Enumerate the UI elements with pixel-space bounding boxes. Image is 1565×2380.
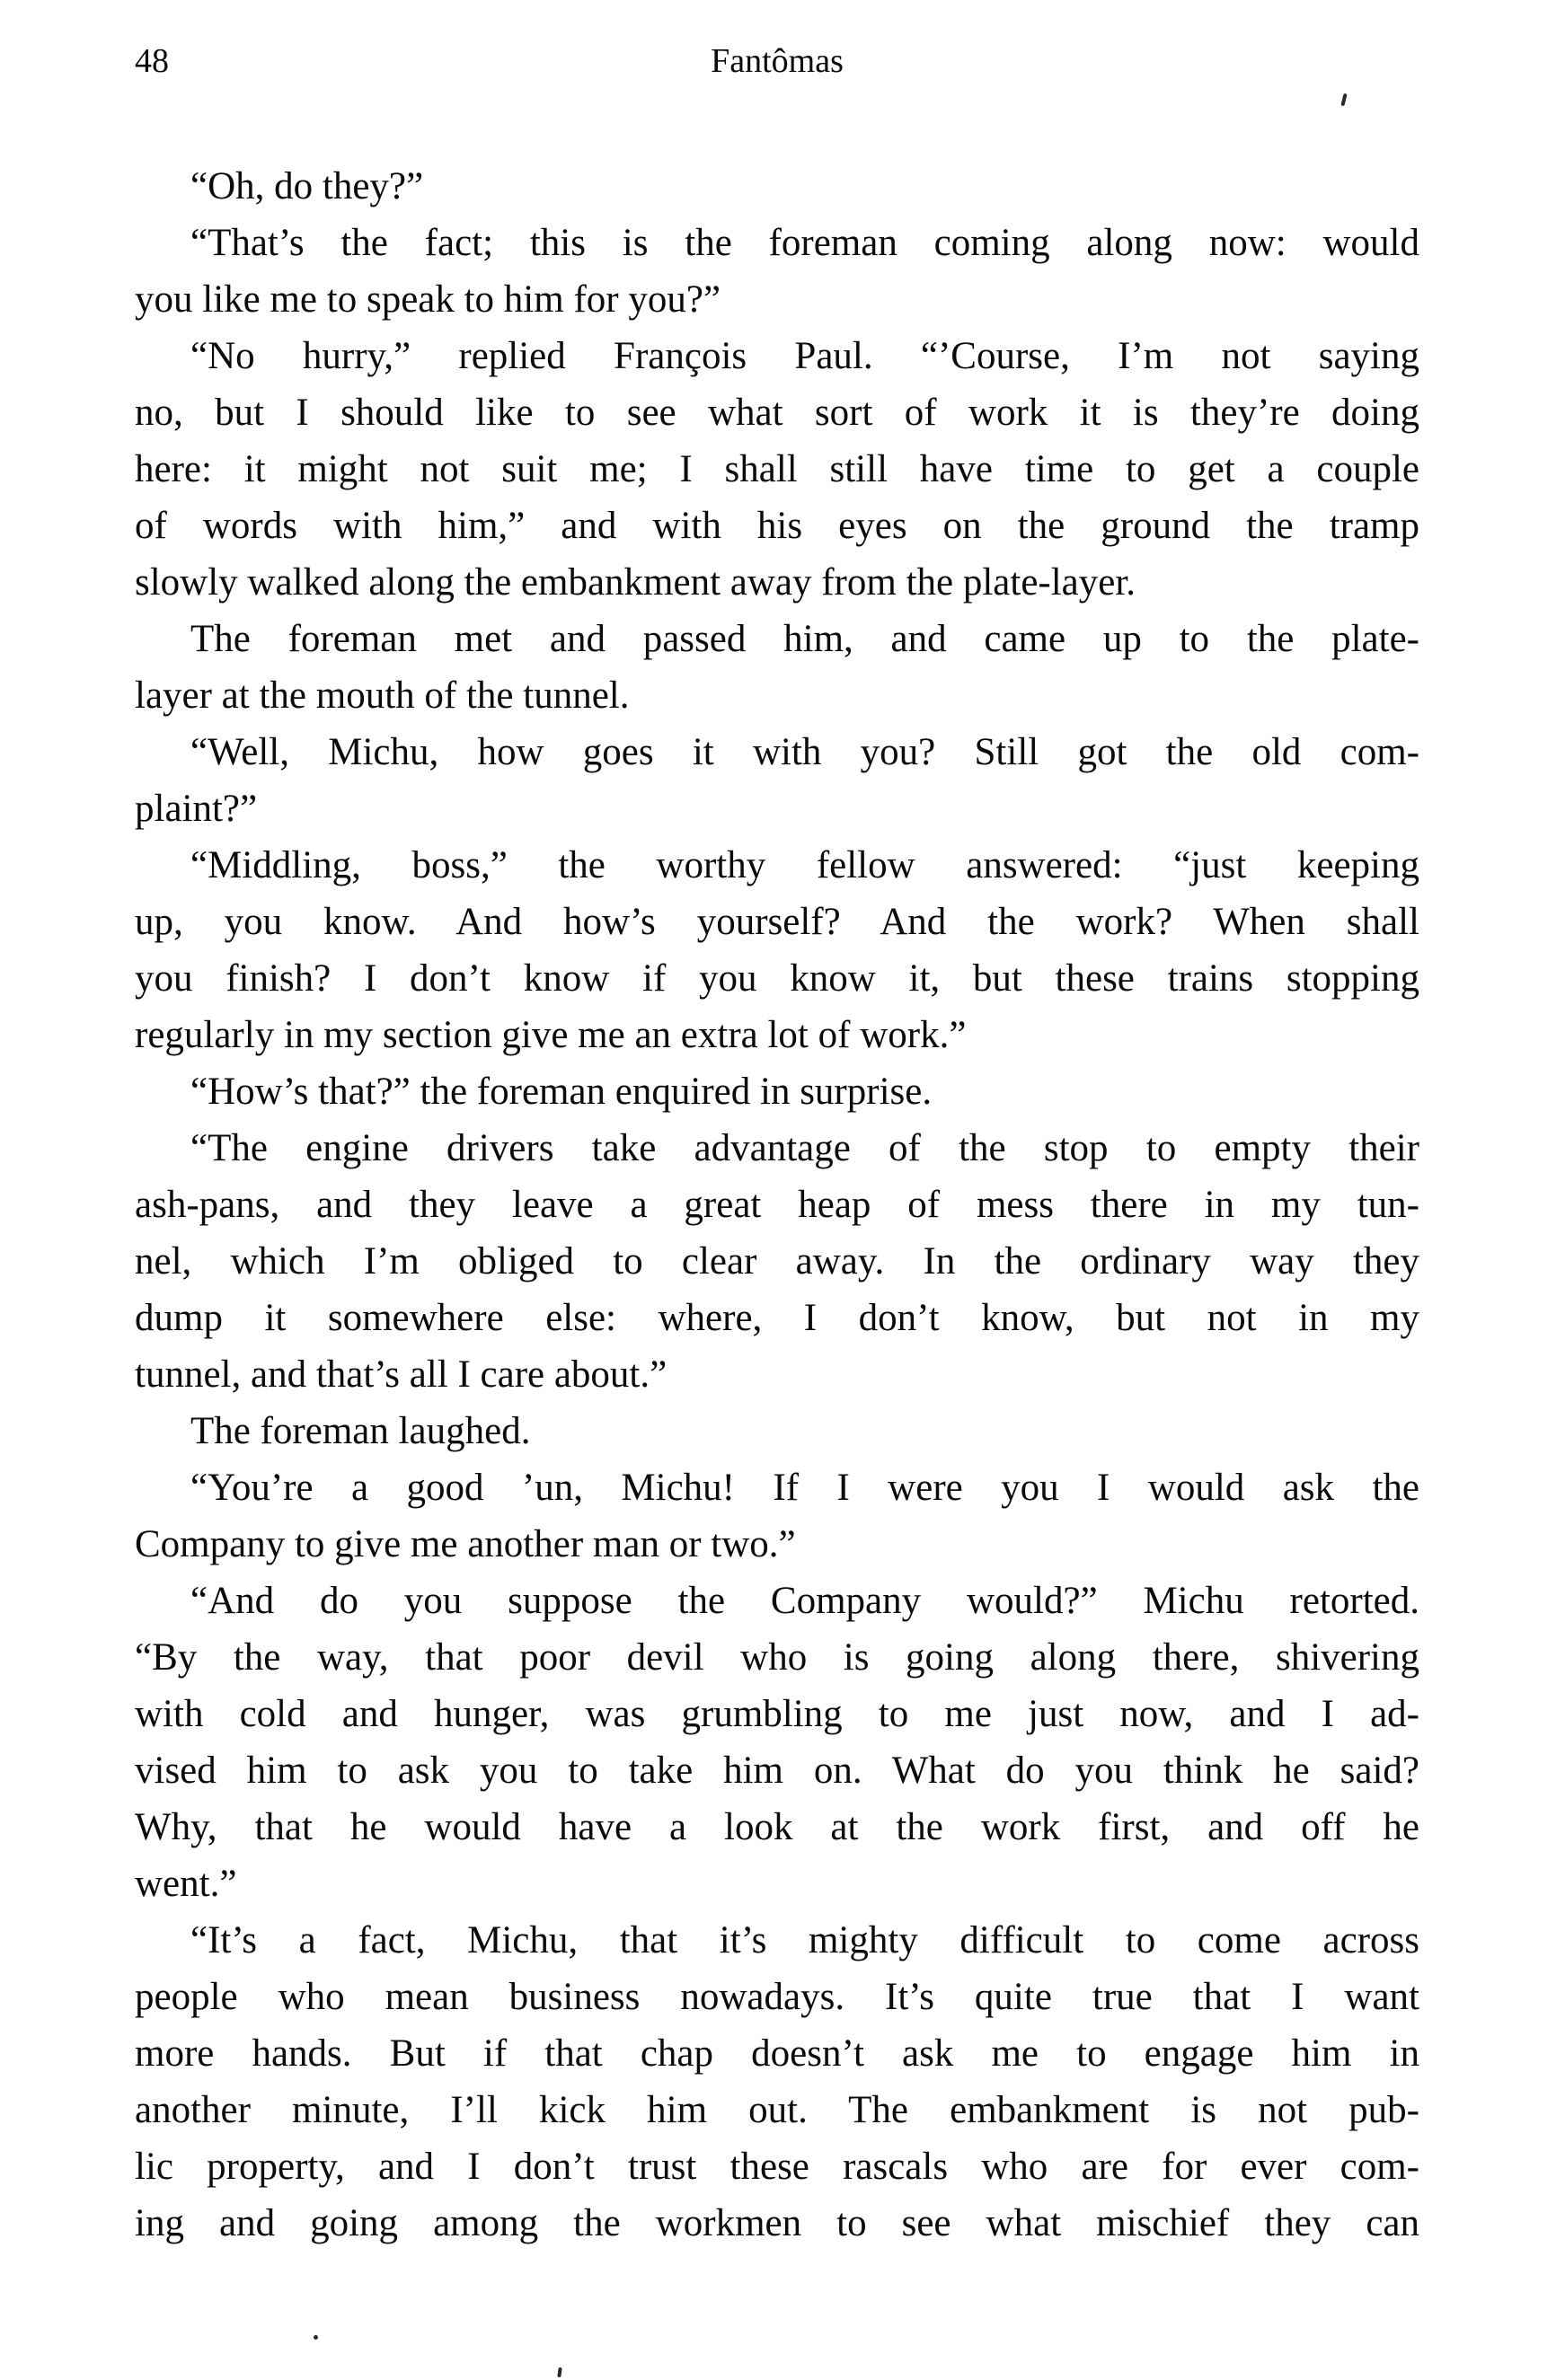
text-line: nel, which I’m obliged to clear away. In the ordinary way they <box>135 1240 1419 1283</box>
text-line: “Oh, do they?” <box>190 165 424 207</box>
text-line: layer at the mouth of the tunnel. <box>135 674 630 717</box>
paragraph <box>135 328 1419 611</box>
text-line: people who mean business nowadays. It’s quite true that I want <box>135 1976 1419 2018</box>
text-line: no, but I should like to see what sort of work it is they’re doing <box>135 392 1419 434</box>
text-line: more hands. But if that chap doesn’t ask me to engage him in <box>135 2032 1419 2075</box>
text-line: with cold and hunger, was grumbling to me just now, and I ad- <box>135 1693 1419 1735</box>
paragraph <box>135 1459 1419 1573</box>
body-text <box>135 158 1419 2252</box>
text-line: “And do you suppose the Company would?” Michu retorted. <box>190 1580 1419 1622</box>
text-line: here: it might not suit me; I shall still have time to get a couple <box>135 448 1419 490</box>
text-line: “It’s a fact, Michu, that it’s mighty difficult to come across <box>190 1919 1419 1961</box>
text-line: went.” <box>135 1863 237 1905</box>
text-line: of words with him,” and with his eyes on the ground the tramp <box>135 505 1419 547</box>
text-line: lic property, and I don’t trust these rascals who are for ever com- <box>135 2146 1419 2188</box>
running-title: Fantômas <box>711 42 844 80</box>
paragraph <box>135 611 1419 724</box>
paragraph <box>135 158 1419 215</box>
text-line: plaint?” <box>135 788 258 830</box>
paragraph <box>135 1912 1419 2252</box>
scan-artifact-comma <box>557 2367 561 2377</box>
text-line: ash-pans, and they leave a great heap of mess there in my tun- <box>135 1184 1419 1226</box>
text-line: dump it somewhere else: where, I don’t know, but not in my <box>135 1297 1419 1339</box>
text-line: you like me to speak to him for you?” <box>135 278 721 321</box>
text-line: “You’re a good ’un, Michu! If I were you I would ask the <box>190 1467 1419 1509</box>
text-line: “The engine drivers take advantage of the stop to empty their <box>190 1127 1419 1169</box>
scan-artifact-dot <box>314 2335 318 2340</box>
text-line: “By the way, that poor devil who is going along there, shivering <box>135 1636 1419 1679</box>
text-line: ing and going among the workmen to see what mischief they can <box>135 2202 1419 2244</box>
paragraph <box>135 1063 1419 1120</box>
text-line: “Well, Michu, how goes it with you? Still got the old com- <box>190 731 1419 773</box>
paragraph <box>135 837 1419 1063</box>
text-line: regularly in my section give me an extra lot of work.” <box>135 1014 967 1056</box>
text-line: slowly walked along the embankment away from the plate-layer. <box>135 561 1136 604</box>
paragraph <box>135 215 1419 328</box>
text-line: tunnel, and that’s all I care about.” <box>135 1353 668 1396</box>
text-line: you finish? I don’t know if you know it, but these trains stopping <box>135 957 1419 1000</box>
text-line: “Middling, boss,” the worthy fellow answered: “just keeping <box>190 844 1419 886</box>
paragraph <box>135 1573 1419 1912</box>
text-line: up, you know. And how’s yourself? And the work? When shall <box>135 901 1419 943</box>
page-number: 48 <box>135 42 169 80</box>
scan-artifact-tick <box>1340 93 1347 107</box>
text-line: Why, that he would have a look at the work first, and off he <box>135 1806 1419 1848</box>
text-line: another minute, I’ll kick him out. The embankment is not pub- <box>135 2089 1419 2131</box>
text-line: The foreman laughed. <box>190 1410 531 1452</box>
paragraph <box>135 1120 1419 1403</box>
text-line: “No hurry,” replied François Paul. “’Course, I’m not saying <box>190 335 1419 377</box>
text-line: “How’s that?” the foreman enquired in surprise. <box>190 1071 933 1113</box>
text-line: “That’s the fact; this is the foreman coming along now: would <box>190 222 1419 264</box>
text-line: Company to give me another man or two.” <box>135 1523 796 1565</box>
paragraph <box>135 1403 1419 1459</box>
text-line: vised him to ask you to take him on. What do you think he said? <box>135 1750 1419 1792</box>
text-line: The foreman met and passed him, and came up to the plate- <box>190 618 1419 660</box>
paragraph <box>135 724 1419 837</box>
page-header <box>135 41 1419 86</box>
